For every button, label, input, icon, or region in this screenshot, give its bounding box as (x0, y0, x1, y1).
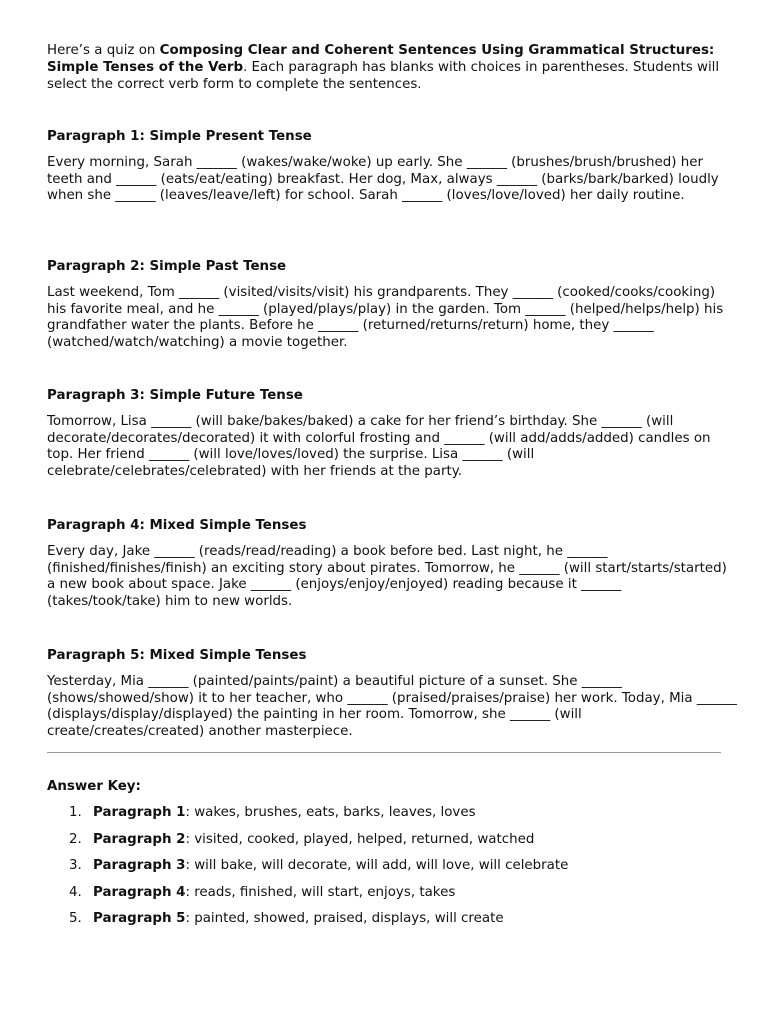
answer-label: Paragraph 3 (93, 858, 186, 873)
answer-values: : wakes, brushes, eats, barks, leaves, loves (185, 805, 476, 820)
answer-item (47, 885, 727, 912)
horizontal-divider (47, 752, 721, 753)
answer-number: 3. (69, 858, 82, 873)
paragraph-section-5 (47, 648, 737, 741)
paragraph-heading: Paragraph 2: Simple Past Tense (47, 259, 287, 274)
paragraph-heading: Paragraph 3: Simple Future Tense (47, 388, 303, 403)
answer-number: 4. (69, 884, 82, 900)
answer-key-title: Answer Key: (47, 779, 141, 794)
answer-number: 1. (69, 805, 82, 820)
answer-label: Paragraph 2 (93, 831, 186, 847)
answer-item (47, 911, 727, 938)
answer-values: : will bake, will decorate, will add, will love, will celebrate (185, 858, 569, 873)
answer-label: Paragraph 1 (93, 805, 186, 820)
paragraph-heading: Paragraph 1: Simple Present Tense (47, 129, 312, 144)
paragraph-text: Yesterday, Mia ______ (painted/paints/paint) a beautiful picture of a sunset. She ______ (shows/showed/show) it to her teacher, who ______ (praised/praises/praise) her work. Today, Mia ______ (displays/display/displayed) the painting in her room. Tomorrow, she ______ (will create/creates/created) another masterpiece. (47, 673, 737, 740)
answer-values: : visited, cooked, played, helped, returned, watched (185, 831, 535, 847)
paragraph-heading: Paragraph 4: Mixed Simple Tenses (47, 518, 307, 533)
paragraph-section-1 (47, 129, 737, 205)
paragraph-heading: Paragraph 5: Mixed Simple Tenses (47, 648, 307, 663)
answer-label: Paragraph 5 (93, 911, 186, 926)
paragraph-text: Last weekend, Tom ______ (visited/visits/visit) his grandparents. They ______ (cooked/cooks/cooking) his favorite meal, and he ______ (played/plays/play) in the garden. Tom ______ (helped/helps/help) his grandfather water the plants. Before he ______ (returned/returns/return) home, they ______ (watched/watch/watching) a movie together. (47, 284, 724, 351)
intro-topic: Composing Clear and Coherent Sentences Using Grammatical Structures: Simple Tenses of the Verb (47, 43, 715, 75)
paragraph-text: Tomorrow, Lisa ______ (will bake/bakes/baked) a cake for her friend’s birthday. She ______ (will decorate/decorates/decorated) it with colorful frosting and ______ (will add/adds/added) candles on top. Her friend ______ (will love/loves/loved) the surprise. Lisa ______ (will celebrate/celebrates/celebrated) with her friends at the party. (47, 413, 711, 480)
answer-number: 2. (69, 831, 82, 847)
answer-item (47, 832, 727, 859)
paragraph-text: Every morning, Sarah ______ (wakes/wake/woke) up early. She ______ (brushes/brush/brushed) her teeth and ______ (eats/eat/eating) breakfast. Her dog, Max, always ______ (barks/bark/barked) loudly when she ______ (leaves/leave/left) for school. Sarah ______ (loves/love/loved) her daily routine. (47, 154, 719, 204)
answer-values: : painted, showed, praised, displays, will create (185, 911, 504, 926)
answer-item (47, 858, 727, 885)
paragraph-section-3 (47, 388, 737, 481)
answer-item (47, 805, 727, 832)
paragraph-section-2 (47, 259, 737, 352)
intro-prefix: Here’s a quiz on (47, 43, 160, 58)
answer-number: 5. (69, 911, 82, 926)
paragraph-text: Every day, Jake ______ (reads/read/reading) a book before bed. Last night, he ______ (finished/finishes/finish) an exciting story about pirates. Tomorrow, he ______ (will start/starts/started) a new book about space. Jake ______ (enjoys/enjoy/enjoyed) reading because it ______ (takes/took/take) him to new worlds. (47, 543, 727, 610)
answer-values: : reads, finished, will start, enjoys, takes (185, 884, 456, 900)
answer-label: Paragraph 4 (93, 884, 186, 900)
intro-suffix: . Each paragraph has blanks with choices in parentheses. Students will select the correct verb form to complete the sentences. (47, 59, 720, 92)
paragraph-section-4 (47, 518, 737, 611)
answer-key-list (47, 805, 727, 938)
intro-paragraph (47, 43, 737, 93)
